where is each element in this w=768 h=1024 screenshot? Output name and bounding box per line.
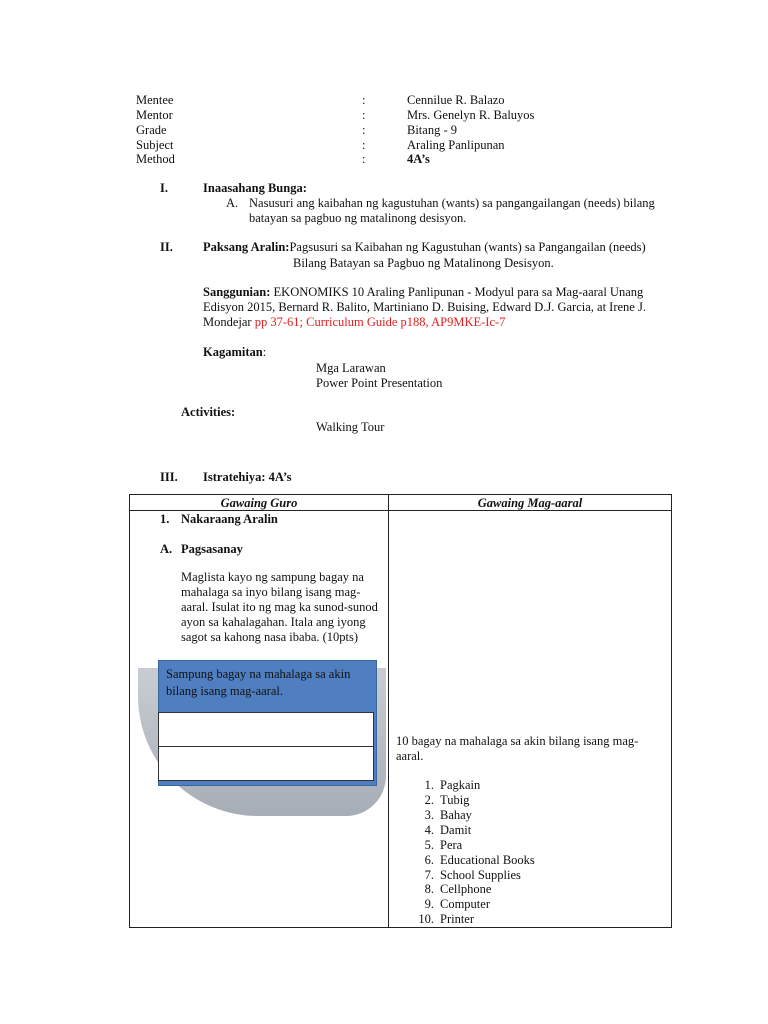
answer-intro-line1: 10 bagay na mahalaga sa akin bilang isang mag-: [396, 734, 639, 748]
section-numeral: I.: [160, 181, 168, 195]
reference-label: Sanggunian:: [203, 285, 271, 299]
materials-item: Power Point Presentation: [316, 376, 443, 390]
list-item: Educational Books: [440, 853, 535, 867]
list-item-number: 6.: [424, 853, 434, 867]
list-item-number: 4.: [424, 823, 434, 837]
answer-intro-line2: aaral.: [396, 749, 424, 763]
list-item-number: 5.: [424, 838, 434, 852]
activities-value: Walking Tour: [316, 420, 385, 434]
list-item: Pagkain: [440, 778, 481, 792]
meta-colon: :: [362, 152, 366, 166]
col-header-teacher: Gawaing Guro: [130, 495, 389, 511]
materials-label: Kagamitan: [203, 345, 263, 359]
list-item: School Supplies: [440, 868, 521, 882]
substep-title: Pagsasanay: [181, 542, 243, 556]
list-item-number: 8.: [424, 882, 434, 896]
section-title: Istratehiya: 4A’s: [203, 470, 292, 484]
section-title: Paksang Aralin:: [203, 240, 290, 254]
meta-label: Subject: [136, 138, 174, 152]
list-item-number: 2.: [424, 793, 434, 807]
objective-text-line2: batayan sa pagbuo ng matalinong desisyon.: [249, 211, 467, 225]
answer-box-title-line1: Sampung bagay na mahalaga sa akin: [166, 667, 351, 681]
meta-colon: :: [362, 138, 366, 152]
reference-line1: [203, 285, 643, 300]
list-item-number: 10.: [418, 912, 434, 926]
reference-line3: [203, 315, 505, 330]
substep-letter: A.: [160, 542, 173, 556]
col-header-student: Gawaing Mag-aaral: [389, 495, 672, 511]
section-numeral: II.: [160, 240, 173, 254]
list-item: Damit: [440, 823, 472, 837]
list-item: Tubig: [440, 793, 470, 807]
instruction-line: sagot sa kahong nasa ibaba. (10pts): [181, 630, 359, 644]
materials-item: Mga Larawan: [316, 361, 386, 375]
objective-letter: A.: [226, 196, 239, 210]
materials-colon: :: [262, 345, 267, 359]
meta-label: Mentee: [136, 93, 174, 107]
instruction-line: Maglista kayo ng sampung bagay na: [181, 570, 364, 584]
step-title: Nakaraang Aralin: [181, 512, 278, 526]
meta-value: Cennilue R. Balazo: [407, 93, 505, 107]
activities-label: Activities:: [181, 405, 236, 419]
meta-label: Mentor: [136, 108, 173, 122]
list-item: Cellphone: [440, 882, 492, 896]
meta-colon: :: [362, 108, 366, 122]
instruction-line: aaral. Isulat ito ng mag ka sunod-sunod: [181, 600, 378, 614]
instruction-line: mahalaga sa inyo bilang isang mag-: [181, 585, 361, 599]
meta-colon: :: [362, 123, 366, 137]
table-header-row: [130, 495, 672, 511]
list-item-number: 9.: [424, 897, 434, 911]
step-number: 1.: [160, 512, 170, 526]
reference-text: EKONOMIKS 10 Araling Panlipunan - Modyul para sa Mag-aaral Unang: [270, 285, 644, 299]
reference-text: Mondejar: [203, 315, 255, 329]
answer-input-box-1[interactable]: [158, 712, 374, 747]
section-numeral: III.: [160, 470, 178, 484]
list-item: Pera: [440, 838, 463, 852]
meta-label: Method: [136, 152, 175, 166]
meta-label: Grade: [136, 123, 167, 137]
list-item: Computer: [440, 897, 490, 911]
list-item: Printer: [440, 912, 475, 926]
subject-matter-text: Pagsusuri sa Kaibahan ng Kagustuhan (wants) sa Pangangailan (needs): [289, 240, 646, 254]
instruction-line: ayon sa kahalagahan. Itala ang iyong: [181, 615, 366, 629]
meta-colon: :: [362, 93, 366, 107]
section-title: Inaasahang Bunga:: [203, 181, 307, 195]
list-item-number: 7.: [424, 868, 434, 882]
list-item: Bahay: [440, 808, 472, 822]
list-item-number: 3.: [424, 808, 434, 822]
subject-matter-line2: Bilang Batayan sa Pagbuo ng Matalinong Desisyon.: [293, 256, 554, 270]
answer-box-title-line2: bilang isang mag-aaral.: [166, 684, 283, 698]
reference-line2: Edisyon 2015, Bernard R. Balito, Martiniano D. Buising, Edward D.J. Garcia, at Irene J.: [203, 300, 646, 314]
meta-value: Araling Panlipunan: [407, 138, 505, 152]
meta-value: Mrs. Genelyn R. Baluyos: [407, 108, 535, 122]
reference-pages: pp 37-61; Curriculum Guide p188, AP9MKE-Ic-7: [254, 315, 506, 329]
materials-heading: [203, 345, 266, 360]
answer-input-box-2[interactable]: [158, 746, 374, 781]
objective-text-line1: Nasusuri ang kaibahan ng kagustuhan (wants) sa pangangailangan (needs) bilang: [249, 196, 655, 210]
list-item-number: 1.: [424, 778, 434, 792]
subject-matter-line1: [203, 240, 646, 255]
meta-value: Bitang - 9: [407, 123, 457, 137]
meta-value: 4A’s: [407, 152, 430, 166]
